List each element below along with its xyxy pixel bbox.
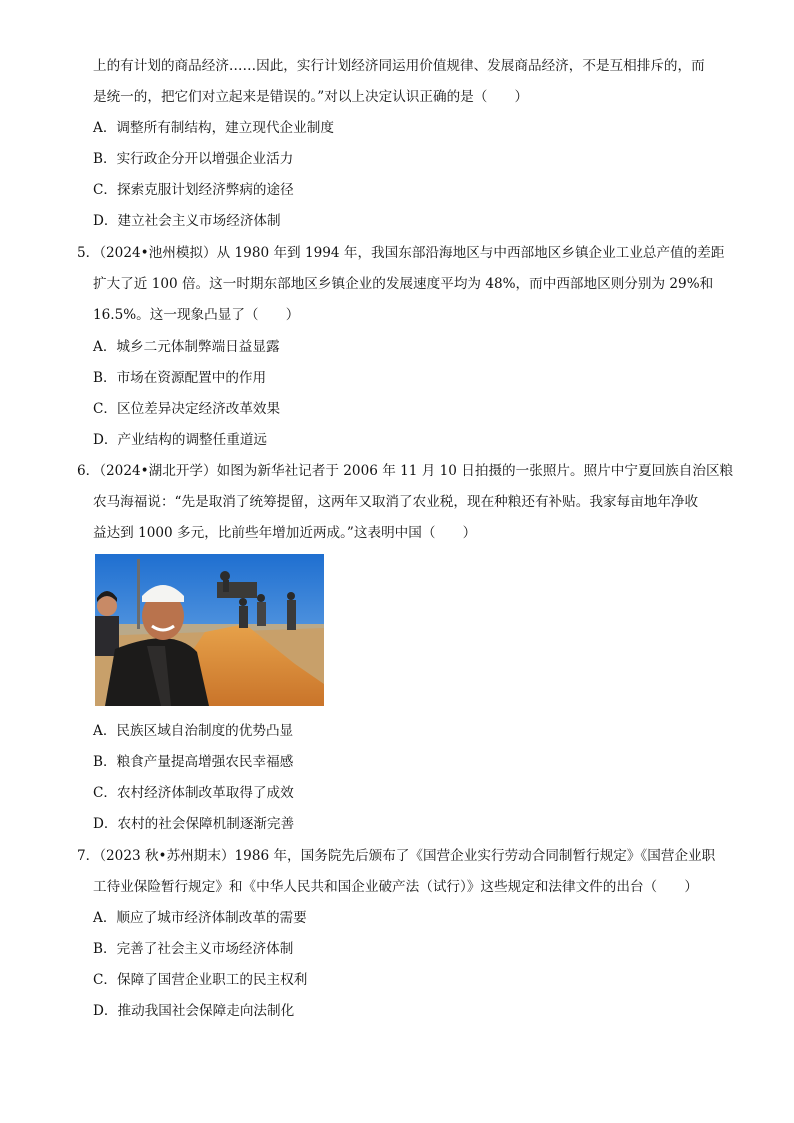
q6-stem-line-2: 农马海福说：“先是取消了统筹提留，这两年又取消了农业税，现在种粮还有补贴。我家每亩地年净收 [93,494,699,510]
q6-option-d[interactable]: D．农村的社会保障机制逐渐完善 [93,816,295,832]
q4-option-a[interactable]: A．调整所有制结构，建立现代企业制度 [93,120,334,136]
q4-stem-line-1: 上的有计划的商品经济……因此，实行计划经济同运用价值规律、发展商品经济，不是互相排斥的，而 [93,58,705,74]
q6-option-a[interactable]: A．民族区域自治制度的优势凸显 [93,723,294,739]
q4-stem-line-2: 是统一的，把它们对立起来是错误的。”对以上决定认识正确的是（ ） [93,89,529,105]
q6-option-b[interactable]: B．粮食产量提高增强农民幸福感 [93,754,294,770]
q6-stem-line-1: 6．（2024•湖北开学）如图为新华社记者于 2006 年 11 月 10 日拍摄的一张照片。照片中宁夏回族自治区粮 [77,463,734,479]
q4-option-d[interactable]: D．建立社会主义市场经济体制 [93,213,281,229]
q5-option-b[interactable]: B．市场在资源配置中的作用 [93,370,267,386]
q5-option-c[interactable]: C．区位差异决定经济改革效果 [93,401,281,417]
q4-option-c[interactable]: C．探索克服计划经济弊病的途径 [93,182,294,198]
q7-option-c[interactable]: C．保障了国营企业职工的民主权利 [93,972,308,988]
farmer-photo [95,554,324,706]
q7-option-d[interactable]: D．推动我国社会保障走向法制化 [93,1003,295,1019]
q5-option-a[interactable]: A．城乡二元体制弊端日益显露 [93,339,280,355]
q5-stem-line-1: 5．（2024•池州模拟）从 1980 年到 1994 年，我国东部沿海地区与中西部地区乡镇企业工业总产值的差距 [77,245,725,261]
q6-option-c[interactable]: C．农村经济体制改革取得了成效 [93,785,294,801]
q6-stem-line-3: 益达到 1000 多元，比前些年增加近两成。”这表明中国（ ） [93,525,477,541]
q5-stem-line-3: 16.5%。这一现象凸显了（ ） [93,307,300,323]
q4-option-b[interactable]: B．实行政企分开以增强企业活力 [93,151,294,167]
q7-option-b[interactable]: B．完善了社会主义市场经济体制 [93,941,294,957]
q5-option-d[interactable]: D．产业结构的调整任重道远 [93,432,268,448]
q7-stem-line-2: 工待业保险暂行规定》和《中华人民共和国企业破产法（试行）》这些规定和法律文件的出台（ ） [93,879,698,895]
q7-stem-line-1: 7．（2023 秋•苏州期末）1986 年，国务院先后颁布了《国营企业实行劳动合同制暂行规定》《国营企业职 [77,848,716,864]
q5-stem-line-2: 扩大了近 100 倍。这一时期东部地区乡镇企业的发展速度平均为 48%，而中西部地区则分别为 29%和 [93,276,714,292]
q7-option-a[interactable]: A．顺应了城市经济体制改革的需要 [93,910,307,926]
